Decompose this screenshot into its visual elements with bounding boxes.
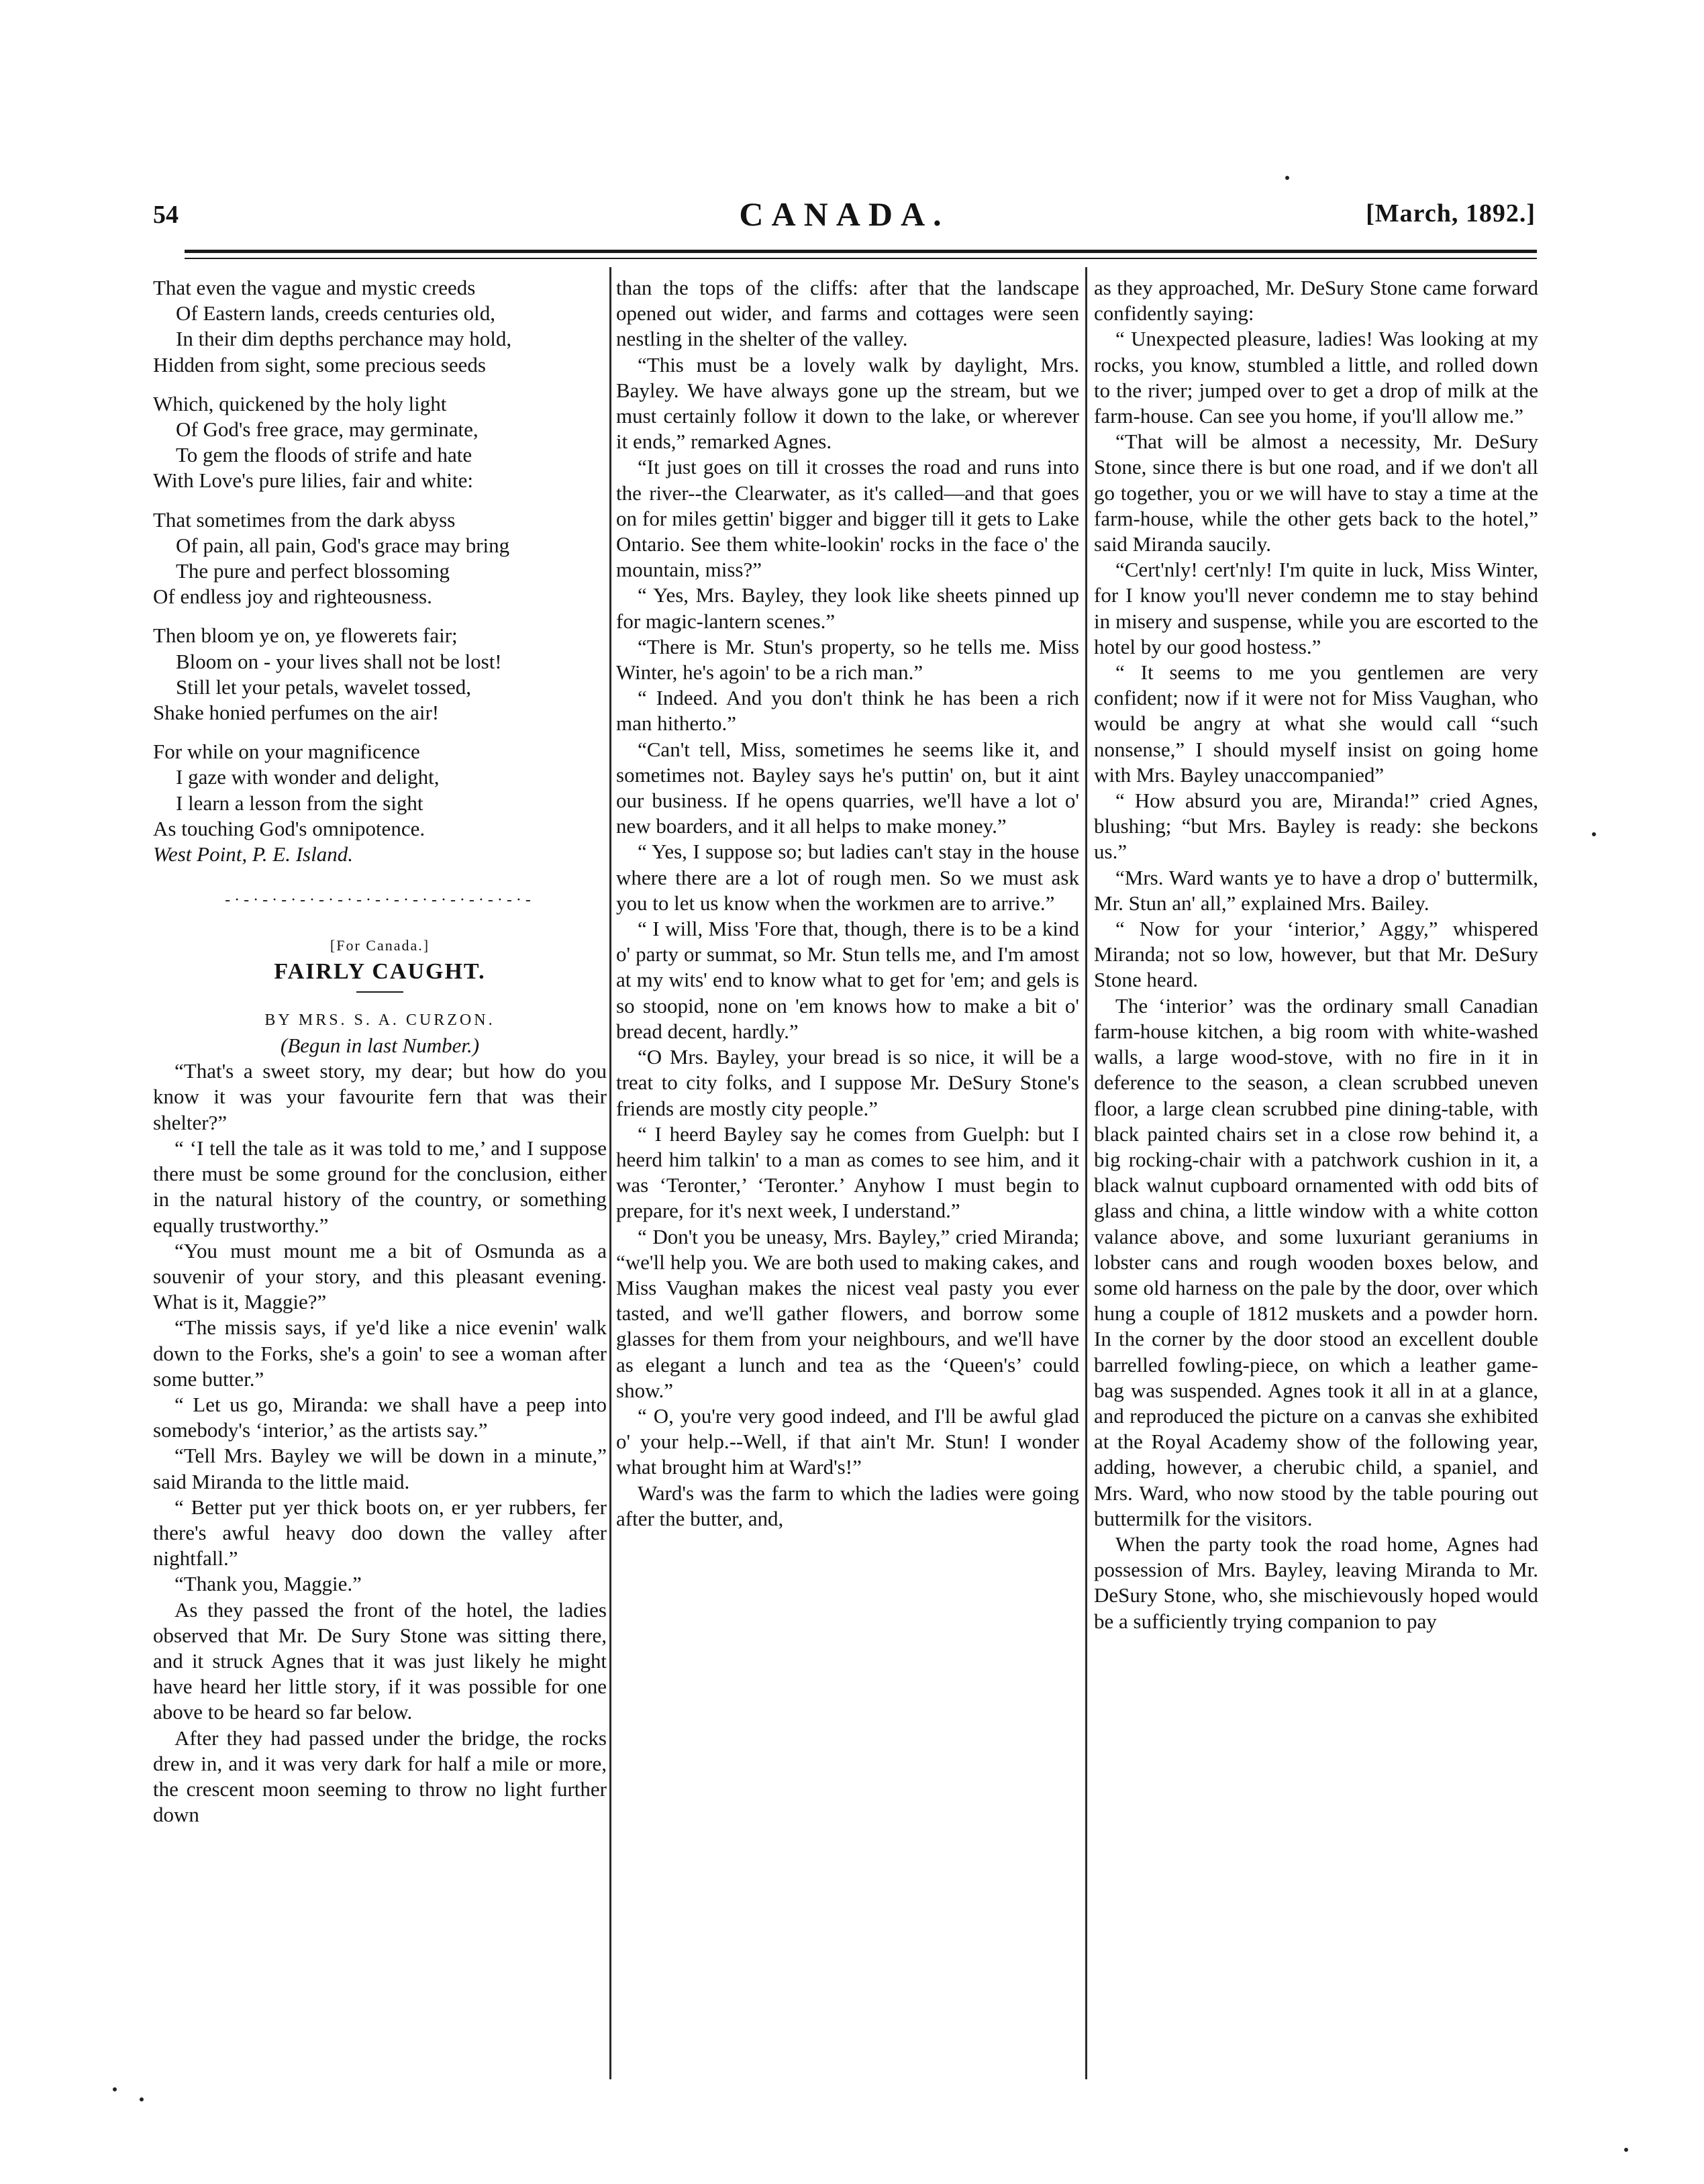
paragraph: “That will be almost a necessity, Mr. DeSury Stone, since there is but one road, and if we don't all go together, you or we will have to stay a time at the farm-house, while the other gets back to the hotel,” said Miranda saucily. <box>1094 430 1538 556</box>
page-header <box>153 195 1536 242</box>
poem-line: That even the vague and mystic creeds <box>153 276 476 299</box>
story-title: FAIRLY CAUGHT. <box>274 958 486 984</box>
story-byline: BY MRS. S. A. CURZON. <box>264 1011 495 1029</box>
poem-line: That sometimes from the dark abyss <box>153 507 456 532</box>
paragraph: “ Unexpected pleasure, ladies! Was looking at my rocks, you know, stumbled a little, and rolled down to the river; jumped over to get a drop of milk at the farm-house. Can see you home, if you'll allow me.” <box>1094 327 1538 428</box>
paragraph: “ Don't you be uneasy, Mrs. Bayley,” cried Miranda; “we'll help you. We are both used to making cakes, and Miss Vaughan makes the nicest veal pasty you ever tasted, and we'll gather flowers, and borrow some glasses for them from your neighbours, and we'll have as elegant a lunch and tea as the ‘Queen's’ could show.” <box>616 1224 1079 1402</box>
paragraph: Ward's was the farm to which the ladies were going after the butter, and, <box>616 1481 1079 1530</box>
paragraph: “ It seems to me you gentlemen are very confident; now if it were not for Miss Vaughan, who would be angry at what she would call “such nonsense,” I should myself insist on going home with Mrs. Bayley unaccompanied” <box>1094 660 1538 787</box>
column-divider <box>609 267 611 2079</box>
story-source-label: [For Canada.] <box>330 937 430 954</box>
poem-line: Still let your petals, wavelet tossed, <box>176 675 471 699</box>
scan-speck <box>1624 2148 1628 2152</box>
continuation-note: (Begun in last Number.) <box>280 1034 480 1058</box>
paragraph: “ Indeed. And you don't think he has been a rich man hitherto.” <box>616 686 1079 736</box>
paragraph: as they approached, Mr. DeSury Stone came forward confidently saying: <box>1094 276 1538 326</box>
paragraph: “ O, you're very good indeed, and I'll be awful glad o' your help.--Well, if that ain't Mr. Stun! I wonder what brought him at Ward's!” <box>616 1403 1079 1479</box>
poem-line: Bloom on - your lives shall not be lost! <box>176 649 502 673</box>
poem-stanza <box>153 275 607 378</box>
paragraph: “ Yes, Mrs. Bayley, they look like sheets pinned up for magic-lantern scenes.” <box>616 583 1079 633</box>
poem-line: To gem the floods of strife and hate <box>176 443 472 467</box>
page-number: 54 <box>153 201 179 229</box>
poem-stanza <box>153 739 607 842</box>
header-rule-thin <box>185 258 1537 259</box>
poem-line: Hidden from sight, some precious seeds <box>153 352 486 377</box>
poem-line: In their dim depths perchance may hold, <box>176 327 512 351</box>
scan-speck <box>113 2087 117 2091</box>
paragraph: “ How absurd you are, Miranda!” cried Agnes, blushing; “but Mrs. Bayley is ready: she beckons us.” <box>1094 789 1538 864</box>
paragraph: “Tell Mrs. Bayley we will be down in a minute,” said Miranda to the little maid. <box>153 1444 607 1493</box>
paragraph: “Can't tell, Miss, sometimes he seems like it, and sometimes not. Bayley says he's puttin' on, but it aint our business. If he opens quarries, we'll have a lot o' new boarders, and it all helps to make money.” <box>616 737 1079 838</box>
poem-stanza <box>153 623 607 726</box>
poem-line: Which, quickened by the holy light <box>153 391 447 415</box>
paragraph: “ Let us go, Miranda: we shall have a peep into somebody's ‘interior,’ as the artists say.” <box>153 1392 607 1442</box>
poem-line: Shake honied perfumes on the air! <box>153 701 440 725</box>
poem-line: Of endless joy and righteousness. <box>153 585 432 609</box>
column-3 <box>1094 275 1538 2087</box>
poem-line: Then bloom ye on, ye flowerets fair; <box>153 624 458 648</box>
paragraph: “ ‘I tell the tale as it was told to me,’ and I suppose there must be some ground for the conclusion, either in the natural history of the country, or something equally trustworthy.” <box>153 1136 607 1237</box>
paragraph: than the tops of the cliffs: after that the landscape opened out wider, and farms and cottages were seen nestling in the shelter of the valley. <box>616 276 1079 351</box>
paragraph: “Mrs. Ward wants ye to have a drop o' buttermilk, Mr. Stun an' all,” explained Mrs. Bailey. <box>1094 865 1538 915</box>
masthead-title: CANADA. <box>739 195 950 233</box>
paragraph: “ Now for your ‘interior,’ Aggy,” whispered Miranda; not so low, however, but that Mr. DeSury Stone heard. <box>1094 917 1538 992</box>
column-1 <box>153 275 607 2087</box>
poem-stanza <box>153 507 607 610</box>
header-rule-thick <box>185 250 1537 253</box>
paragraph: “Cert'nly! cert'nly! I'm quite in luck, Miss Winter, for I know you'll never condemn me to stay behind in misery and suspense, while you are escorted to the hotel by our good hostess.” <box>1094 558 1538 658</box>
poem-line: For while on your magnificence <box>153 740 420 764</box>
poem-line: Of Eastern lands, creeds centuries old, <box>176 301 496 326</box>
paragraph: “Thank you, Maggie.” <box>174 1572 362 1596</box>
column-divider <box>1085 267 1087 2079</box>
paragraph: “There is Mr. Stun's property, so he tells me. Miss Winter, he's agoin' to be a rich man.” <box>616 634 1079 685</box>
paragraph: “ I heerd Bayley say he comes from Guelph: but I heerd him talkin' to a man as comes to see him, and it was ‘Teronter,’ ‘Teronter.’ Anyhow I must begin to prepare, for it's next week, I understand.” <box>616 1122 1079 1223</box>
paragraph: After they had passed under the bridge, the rocks drew in, and it was very dark for half a mile or more, the crescent moon seeming to throw no light further down <box>153 1726 607 1827</box>
poem-line: I learn a lesson from the sight <box>176 791 423 815</box>
scan-speck <box>140 2097 144 2101</box>
poem-line: Of God's free grace, may germinate, <box>176 417 479 442</box>
paragraph: “The missis says, if ye'd like a nice evenin' walk down to the Forks, she's a goin' to see a woman after some butter.” <box>153 1316 607 1391</box>
paragraph: “You must mount me a bit of Osmunda as a souvenir of your story, and this pleasant evening. What is it, Maggie?” <box>153 1238 607 1314</box>
title-rule <box>356 991 403 993</box>
issue-date: [March, 1892.] <box>1366 199 1536 228</box>
poem-line: The pure and perfect blossoming <box>176 559 450 583</box>
poem-line: I gaze with wonder and delight, <box>176 765 440 789</box>
poem-line: Of pain, all pain, God's grace may bring <box>176 533 510 557</box>
poem-line: As touching God's omnipotence. <box>153 816 425 840</box>
section-divider: -·-·-·-·-·-·-·-·-·-·-·-·-·-·-·-·- <box>225 891 535 909</box>
scan-speck <box>1285 176 1289 180</box>
paragraph: As they passed the front of the hotel, the ladies observed that Mr. De Sury Stone was sitting there, and it struck Agnes that it was just likely he might have heard her little story, if it was possible for one above to be heard so far below. <box>153 1597 607 1724</box>
paragraph: “That's a sweet story, my dear; but how do you know it was your favourite fern that was their shelter?” <box>153 1059 607 1134</box>
poem-stanza <box>153 391 607 494</box>
paragraph: “O Mrs. Bayley, your bread is so nice, it will be a treat to city folks, and I suppose Mr. DeSury Stone's friends are mostly city people.” <box>616 1045 1079 1120</box>
paragraph: “ Better put yer thick boots on, er yer rubbers, fer there's awful heavy doo down the valley after nightfall.” <box>153 1495 607 1571</box>
paragraph: “ I will, Miss 'Fore that, though, there is to be a kind o' party or summat, so Mr. Stun tells me, and I'm amost at my wits' end to know what to get for 'em; and gels is so stoopid, none on 'em knows how to make a bit o' bread decent, hardly.” <box>616 917 1079 1043</box>
paragraph: “This must be a lovely walk by daylight, Mrs. Bayley. We have always gone up the stream, but we must certainly follow it down to the lake, or wherever it ends,” remarked Agnes. <box>616 352 1079 454</box>
paragraph: “ Yes, I suppose so; but ladies can't stay in the house where there are a lot of rough men. So we must ask you to let us know when the workmen are to arrive.” <box>616 840 1079 915</box>
poem-signature: West Point, P. E. Island. <box>153 842 353 866</box>
poem <box>153 275 607 867</box>
scan-speck <box>1592 832 1596 836</box>
poem-line: With Love's pure lilies, fair and white: <box>153 468 473 493</box>
paragraph: “It just goes on till it crosses the road and runs into the river--the Clearwater, as it's called—and that goes on for miles gettin' bigger and bigger till it gets to Lake Ontario. See them white-lookin' rocks in the face o' the mountain, miss?” <box>616 455 1079 582</box>
column-2 <box>616 275 1079 2087</box>
paragraph: When the party took the road home, Agnes had possession of Mrs. Bayley, leaving Miranda to Mr. DeSury Stone, who, she mischievously hoped would be a sufficiently trying companion to pay <box>1094 1532 1538 1633</box>
paragraph: The ‘interior’ was the ordinary small Canadian farm-house kitchen, a big room with white-washed walls, a large wood-stove, with no fire in it in deference to the season, a clean scrubbed uneven floor, a large clean scrubbed pine dining-table, with black painted chairs set in a close row behind it, a big rocking-chair with a patchwork cushion in it, a black walnut cupboard ornamented with odd bits of glass and china, a little window with a white cotton valance above, and some luxuriant geraniums in lobster cans and rough wooden boxes below, and some old harness on the pale by the door, over which hung a couple of 1812 muskets and a powder horn. In the corner by the door stood an excellent double barrelled fowling-piece, on which a leather game-bag was suspended. Agnes took it all in at a glance, and reproduced the picture on a canvas she exhibited at the Royal Academy show of the following year, adding, however, a cherubic child, a spaniel, and Mrs. Ward, who now stood by the table pouring out buttermilk for the visitors. <box>1094 993 1538 1530</box>
